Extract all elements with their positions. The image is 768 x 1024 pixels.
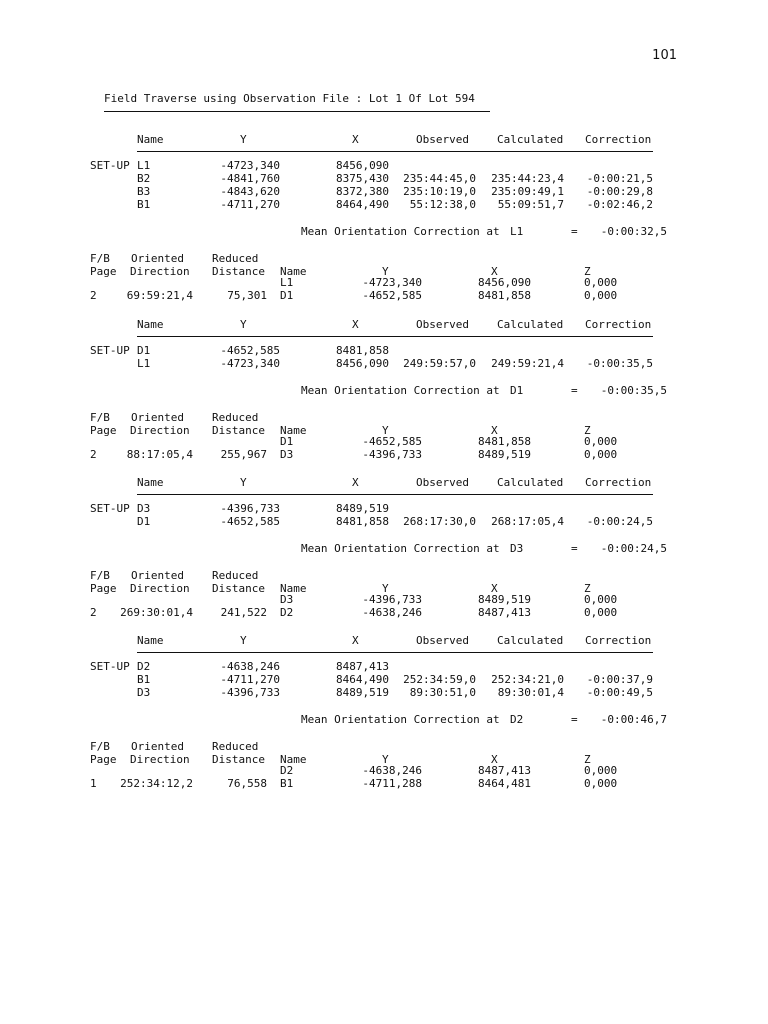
mean-orientation-value: -0:00:46,7: [600, 713, 667, 726]
traverse-header-name: Name: [280, 424, 307, 437]
traverse-header-x: X: [491, 753, 498, 766]
calculated-angle: 235:44:23,4: [491, 172, 564, 185]
correction-value: -0:00:35,5: [586, 357, 653, 370]
mean-orientation-station: D3: [510, 542, 524, 555]
report-title: Field Traverse using Observation File : Lot 1 Of Lot 594: [104, 92, 475, 105]
station-y: -4652,585: [220, 515, 280, 528]
station-y: -4723,340: [220, 357, 280, 370]
traverse-header-fb: F/B: [90, 569, 110, 582]
mean-orientation-label: Mean Orientation Correction at: [301, 225, 500, 238]
station-x: 8464,490: [336, 673, 389, 686]
station-y: -4711,270: [220, 198, 280, 211]
traverse-header-oriented: Oriented: [131, 569, 184, 582]
correction-value: -0:00:49,5: [586, 686, 653, 699]
traverse-header-distance: Distance: [212, 265, 265, 278]
col-header-name: Name: [137, 634, 164, 647]
station-y: -4843,620: [220, 185, 280, 198]
col-header-x: X: [352, 476, 359, 489]
traverse-header-page: Page: [90, 753, 117, 766]
traverse-header-y: Y: [382, 753, 389, 766]
traverse-from-z: 0,000: [584, 435, 618, 448]
traverse-header-reduced: Reduced: [212, 411, 259, 424]
setup-label: SET-UP: [90, 660, 130, 673]
traverse-header-oriented: Oriented: [131, 740, 184, 753]
station-x: 8375,430: [336, 172, 389, 185]
col-header-y: Y: [240, 318, 247, 331]
traverse-to-name: D3: [280, 448, 294, 461]
mean-orientation-value: -0:00:35,5: [600, 384, 667, 397]
station-name: D3: [137, 502, 151, 515]
traverse-header-name: Name: [280, 753, 307, 766]
calculated-angle: 89:30:01,4: [497, 686, 564, 699]
station-name: B2: [137, 172, 151, 185]
mean-orientation-label: Mean Orientation Correction at: [301, 384, 500, 397]
traverse-page: 2: [90, 606, 97, 619]
station-name: B1: [137, 198, 151, 211]
station-x: 8456,090: [336, 357, 389, 370]
station-y: -4723,340: [220, 159, 280, 172]
correction-value: -0:00:21,5: [586, 172, 653, 185]
traverse-from-x: 8481,858: [478, 435, 531, 448]
traverse-from-x: 8489,519: [478, 593, 531, 606]
col-header-observed: Observed: [416, 318, 469, 331]
col-header-correction: Correction: [585, 133, 652, 146]
station-y: -4396,733: [220, 502, 280, 515]
traverse-to-name: B1: [280, 777, 294, 790]
traverse-from-z: 0,000: [584, 593, 618, 606]
header-rule: [137, 336, 653, 337]
correction-value: -0:00:37,9: [586, 673, 653, 686]
station-y: -4638,246: [220, 660, 280, 673]
station-name: D1: [137, 344, 151, 357]
col-header-y: Y: [240, 133, 247, 146]
observed-angle: 235:10:19,0: [403, 185, 476, 198]
col-header-calculated: Calculated: [497, 476, 564, 489]
traverse-header-direction: Direction: [130, 424, 190, 437]
traverse-header-z: Z: [584, 424, 591, 437]
station-x: 8487,413: [336, 660, 389, 673]
mean-orientation-label: Mean Orientation Correction at: [301, 542, 500, 555]
mean-orientation-station: L1: [510, 225, 524, 238]
traverse-to-x: 8464,481: [478, 777, 531, 790]
traverse-header-reduced: Reduced: [212, 569, 259, 582]
col-header-calculated: Calculated: [497, 318, 564, 331]
title-underline: [104, 111, 490, 112]
traverse-header-fb: F/B: [90, 411, 110, 424]
col-header-observed: Observed: [416, 634, 469, 647]
mean-orientation-label: Mean Orientation Correction at: [301, 713, 500, 726]
header-rule: [137, 652, 653, 653]
traverse-header-x: X: [491, 424, 498, 437]
setup-label: SET-UP: [90, 159, 130, 172]
traverse-from-y: -4638,246: [362, 764, 422, 777]
traverse-from-x: 8456,090: [478, 276, 531, 289]
traverse-from-y: -4723,340: [362, 276, 422, 289]
observed-angle: 55:12:38,0: [409, 198, 476, 211]
col-header-calculated: Calculated: [497, 133, 564, 146]
traverse-from-z: 0,000: [584, 276, 618, 289]
observed-angle: 249:59:57,0: [403, 357, 476, 370]
col-header-name: Name: [137, 476, 164, 489]
station-name: B3: [137, 185, 151, 198]
station-x: 8464,490: [336, 198, 389, 211]
traverse-from-x: 8487,413: [478, 764, 531, 777]
traverse-header-y: Y: [382, 424, 389, 437]
traverse-header-distance: Distance: [212, 753, 265, 766]
observed-angle: 252:34:59,0: [403, 673, 476, 686]
traverse-from-y: -4396,733: [362, 593, 422, 606]
traverse-header-reduced: Reduced: [212, 252, 259, 265]
col-header-observed: Observed: [416, 133, 469, 146]
station-x: 8489,519: [336, 686, 389, 699]
traverse-to-y: -4652,585: [362, 289, 422, 302]
calculated-angle: 268:17:05,4: [491, 515, 564, 528]
station-x: 8481,858: [336, 515, 389, 528]
station-x: 8489,519: [336, 502, 389, 515]
station-x: 8481,858: [336, 344, 389, 357]
setup-label: SET-UP: [90, 502, 130, 515]
calculated-angle: 249:59:21,4: [491, 357, 564, 370]
correction-value: -0:02:46,2: [586, 198, 653, 211]
station-name: B1: [137, 673, 151, 686]
traverse-page: 1: [90, 777, 97, 790]
traverse-distance: 241,522: [220, 606, 267, 619]
traverse-distance: 255,967: [220, 448, 267, 461]
traverse-header-fb: F/B: [90, 740, 110, 753]
mean-orientation-station: D1: [510, 384, 524, 397]
traverse-header-name: Name: [280, 265, 307, 278]
mean-orientation-value: -0:00:32,5: [600, 225, 667, 238]
traverse-header-y: Y: [382, 265, 389, 278]
mean-equals: =: [571, 713, 578, 726]
traverse-header-oriented: Oriented: [131, 252, 184, 265]
station-y: -4396,733: [220, 686, 280, 699]
station-name: L1: [137, 357, 151, 370]
station-x: 8372,380: [336, 185, 389, 198]
observed-angle: 268:17:30,0: [403, 515, 476, 528]
traverse-to-z: 0,000: [584, 448, 618, 461]
traverse-to-x: 8481,858: [478, 289, 531, 302]
col-header-correction: Correction: [585, 318, 652, 331]
traverse-direction: 88:17:05,4: [126, 448, 193, 461]
traverse-header-oriented: Oriented: [131, 411, 184, 424]
traverse-to-z: 0,000: [584, 606, 618, 619]
traverse-to-y: -4711,288: [362, 777, 422, 790]
traverse-header-distance: Distance: [212, 424, 265, 437]
col-header-x: X: [352, 133, 359, 146]
setup-label: SET-UP: [90, 344, 130, 357]
traverse-header-name: Name: [280, 582, 307, 595]
station-name: D2: [137, 660, 151, 673]
col-header-correction: Correction: [585, 476, 652, 489]
traverse-to-z: 0,000: [584, 289, 618, 302]
traverse-header-distance: Distance: [212, 582, 265, 595]
traverse-to-name: D1: [280, 289, 294, 302]
traverse-distance: 76,558: [227, 777, 267, 790]
station-name: L1: [137, 159, 151, 172]
correction-value: -0:00:24,5: [586, 515, 653, 528]
traverse-page: 2: [90, 448, 97, 461]
observed-angle: 89:30:51,0: [409, 686, 476, 699]
traverse-distance: 75,301: [227, 289, 267, 302]
traverse-header-fb: F/B: [90, 252, 110, 265]
traverse-to-z: 0,000: [584, 777, 618, 790]
col-header-calculated: Calculated: [497, 634, 564, 647]
traverse-header-z: Z: [584, 582, 591, 595]
traverse-header-direction: Direction: [130, 582, 190, 595]
station-name: D1: [137, 515, 151, 528]
col-header-correction: Correction: [585, 634, 652, 647]
traverse-from-z: 0,000: [584, 764, 618, 777]
traverse-header-page: Page: [90, 582, 117, 595]
traverse-header-page: Page: [90, 265, 117, 278]
traverse-direction: 269:30:01,4: [120, 606, 193, 619]
mean-orientation-value: -0:00:24,5: [600, 542, 667, 555]
col-header-y: Y: [240, 476, 247, 489]
observed-angle: 235:44:45,0: [403, 172, 476, 185]
col-header-observed: Observed: [416, 476, 469, 489]
station-y: -4652,585: [220, 344, 280, 357]
traverse-header-reduced: Reduced: [212, 740, 259, 753]
traverse-header-z: Z: [584, 265, 591, 278]
col-header-name: Name: [137, 318, 164, 331]
calculated-angle: 235:09:49,1: [491, 185, 564, 198]
mean-orientation-station: D2: [510, 713, 524, 726]
col-header-name: Name: [137, 133, 164, 146]
traverse-header-z: Z: [584, 753, 591, 766]
traverse-to-y: -4638,246: [362, 606, 422, 619]
col-header-y: Y: [240, 634, 247, 647]
traverse-header-x: X: [491, 265, 498, 278]
station-x: 8456,090: [336, 159, 389, 172]
col-header-x: X: [352, 634, 359, 647]
mean-equals: =: [571, 384, 578, 397]
traverse-direction: 252:34:12,2: [120, 777, 193, 790]
mean-equals: =: [571, 542, 578, 555]
col-header-x: X: [352, 318, 359, 331]
traverse-header-page: Page: [90, 424, 117, 437]
station-name: D3: [137, 686, 151, 699]
mean-equals: =: [571, 225, 578, 238]
header-rule: [137, 151, 653, 152]
calculated-angle: 55:09:51,7: [497, 198, 564, 211]
traverse-header-y: Y: [382, 582, 389, 595]
traverse-to-y: -4396,733: [362, 448, 422, 461]
traverse-to-x: 8489,519: [478, 448, 531, 461]
traverse-from-y: -4652,585: [362, 435, 422, 448]
traverse-from-name: D2: [280, 764, 294, 777]
traverse-to-name: D2: [280, 606, 294, 619]
traverse-to-x: 8487,413: [478, 606, 531, 619]
traverse-from-name: D1: [280, 435, 294, 448]
station-y: -4711,270: [220, 673, 280, 686]
station-y: -4841,760: [220, 172, 280, 185]
traverse-page: 2: [90, 289, 97, 302]
page-number: 101: [652, 48, 677, 63]
traverse-header-direction: Direction: [130, 753, 190, 766]
traverse-direction: 69:59:21,4: [126, 289, 193, 302]
traverse-from-name: D3: [280, 593, 294, 606]
traverse-from-name: L1: [280, 276, 294, 289]
traverse-header-direction: Direction: [130, 265, 190, 278]
correction-value: -0:00:29,8: [586, 185, 653, 198]
traverse-header-x: X: [491, 582, 498, 595]
calculated-angle: 252:34:21,0: [491, 673, 564, 686]
header-rule: [137, 494, 653, 495]
